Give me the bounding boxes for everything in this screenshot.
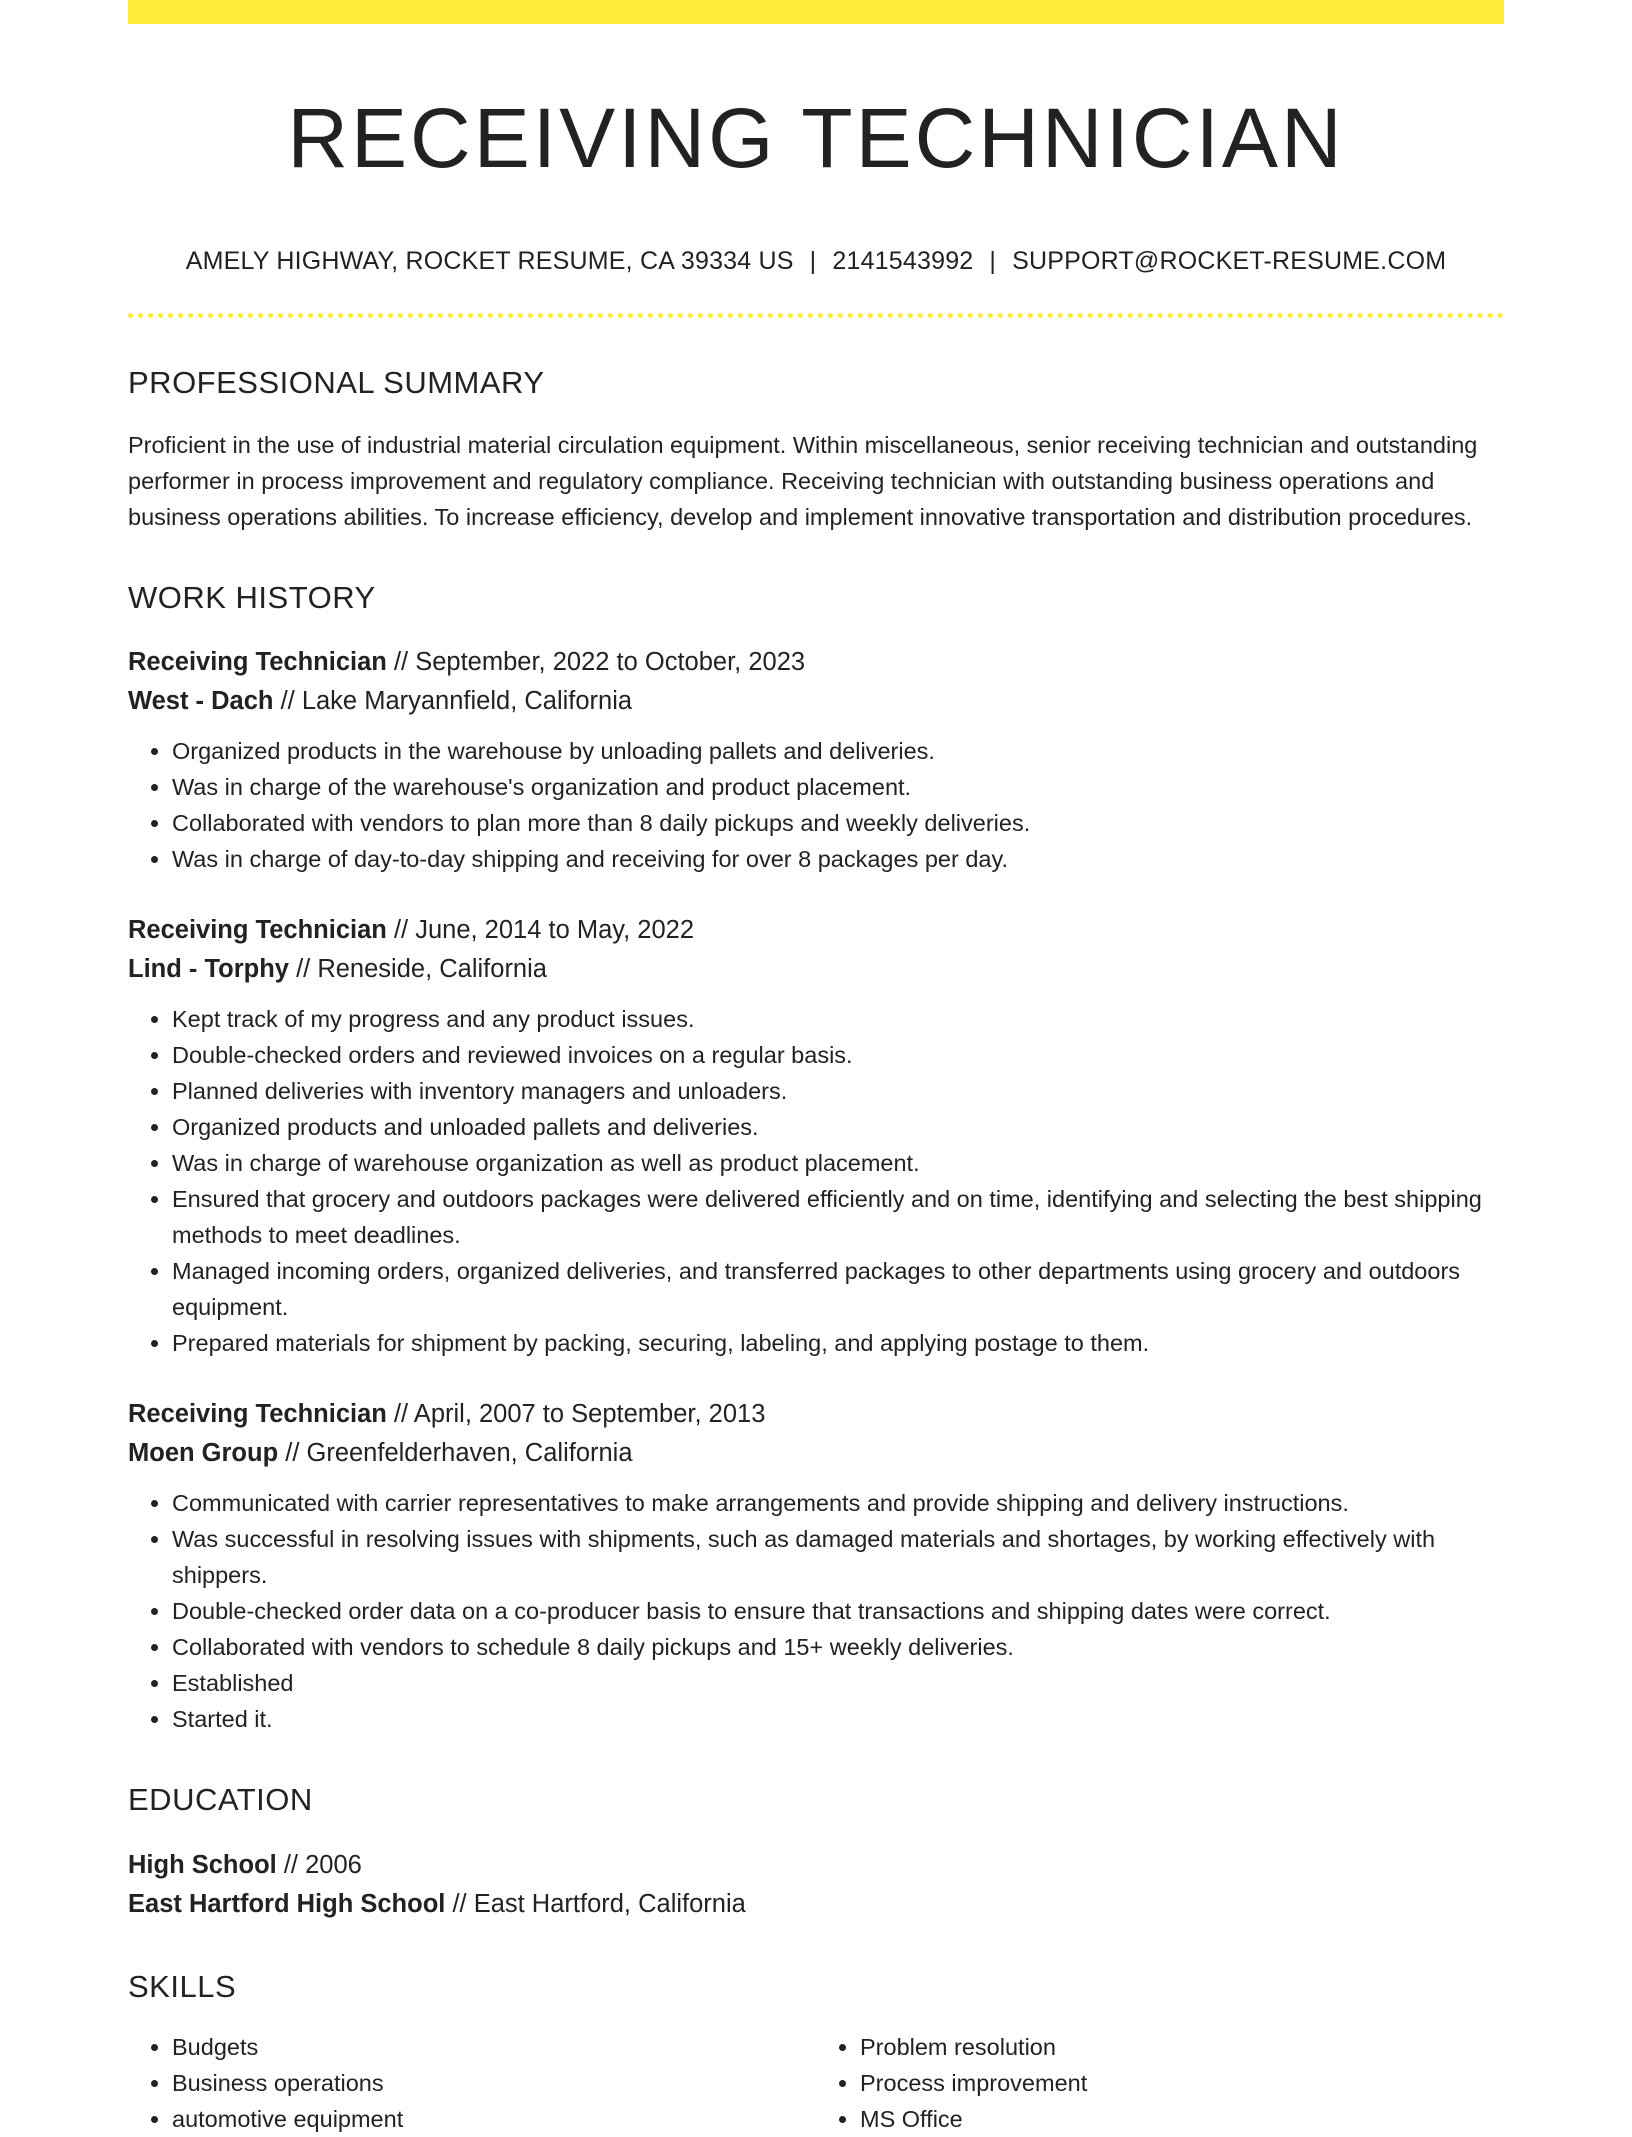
resume-page bbox=[128, 0, 1504, 2137]
job-company-line bbox=[128, 1434, 1504, 1473]
job-role: Receiving Technician bbox=[128, 915, 387, 944]
skills-columns bbox=[128, 2029, 1504, 2137]
job-duties-list bbox=[128, 1485, 1504, 1737]
education-heading: EDUCATION bbox=[128, 1781, 313, 1817]
skills-heading: SKILLS bbox=[128, 1968, 237, 2004]
work-history-heading: WORK HISTORY bbox=[128, 580, 376, 616]
education-degree: High School bbox=[128, 1850, 277, 1879]
list-item: • Was in charge of the warehouse's organization and product placement. bbox=[172, 769, 1504, 805]
job-company-line bbox=[128, 682, 1504, 721]
job-dates: // September, 2022 to October, 2023 bbox=[386, 647, 806, 676]
list-item: • Kept track of my progress and any product issues. bbox=[172, 1001, 1504, 1037]
job-company-line bbox=[128, 950, 1504, 989]
education-school-line bbox=[128, 1885, 1504, 1924]
skills-list-left bbox=[128, 2029, 816, 2137]
job-company: Lind - Torphy bbox=[128, 954, 289, 983]
contact-address: AMELY HIGHWAY, ROCKET RESUME, CA 39334 US bbox=[185, 246, 794, 275]
list-item: • Planned deliveries with inventory managers and unloaders. bbox=[172, 1073, 1504, 1109]
summary-heading: PROFESSIONAL SUMMARY bbox=[128, 365, 545, 401]
contact-separator: | bbox=[989, 246, 997, 275]
job-location: // Reneside, California bbox=[289, 954, 547, 983]
job-role-line bbox=[128, 643, 1504, 682]
job-company: Moen Group bbox=[128, 1438, 279, 1467]
list-item: • Organized products and unloaded pallets and deliveries. bbox=[172, 1109, 1504, 1145]
dotted-divider bbox=[128, 313, 1504, 318]
job-entry bbox=[128, 911, 1504, 1361]
job-role: Receiving Technician bbox=[128, 647, 387, 676]
list-item: • MS Office bbox=[860, 2101, 1504, 2137]
list-item: • Collaborated with vendors to plan more than 8 daily pickups and weekly deliveries. bbox=[172, 805, 1504, 841]
resume-name: RECEIVING TECHNICIAN bbox=[287, 91, 1345, 185]
list-item: • Was in charge of warehouse organization as well as product placement. bbox=[172, 1145, 1504, 1181]
list-item: • Double-checked orders and reviewed invoices on a regular basis. bbox=[172, 1037, 1504, 1073]
education-location: // East Hartford, California bbox=[445, 1889, 746, 1918]
list-item: • Double-checked order data on a co-producer basis to ensure that transactions and shipping dates were correct. bbox=[172, 1593, 1504, 1629]
job-role-line bbox=[128, 911, 1504, 950]
education-degree-line bbox=[128, 1846, 1504, 1885]
job-location: // Lake Maryannfield, California bbox=[273, 686, 633, 715]
job-role-line bbox=[128, 1395, 1504, 1434]
list-item: • Was in charge of day-to-day shipping and receiving for over 8 packages per day. bbox=[172, 841, 1504, 877]
list-item: • Problem resolution bbox=[860, 2029, 1504, 2065]
summary-text: Proficient in the use of industrial material circulation equipment. Within miscellaneous, senior receiving technician and outstanding performer in process improvement and regulatory compliance. Receiving technician with outstanding business operations and business operations abilities. To increase efficiency, develop and implement innovative transportation and distribution procedures. bbox=[128, 432, 1478, 531]
list-item: • automotive equipment bbox=[172, 2101, 816, 2137]
education-entry bbox=[128, 1846, 1504, 1924]
list-item: • Collaborated with vendors to schedule 8 daily pickups and 15+ weekly deliveries. bbox=[172, 1629, 1504, 1665]
list-item: • Communicated with carrier representatives to make arrangements and provide shipping and delivery instructions. bbox=[172, 1485, 1504, 1521]
list-item: • Budgets bbox=[172, 2029, 816, 2065]
education-year: // 2006 bbox=[276, 1850, 362, 1879]
job-entry bbox=[128, 1395, 1504, 1737]
job-dates: // April, 2007 to September, 2013 bbox=[386, 1399, 766, 1428]
job-duties-list bbox=[128, 1001, 1504, 1361]
list-item: • Ensured that grocery and outdoors packages were delivered efficiently and on time, identifying and selecting the best shipping methods to meet deadlines. bbox=[172, 1181, 1504, 1253]
education-school: East Hartford High School bbox=[128, 1889, 446, 1918]
job-location: // Greenfelderhaven, California bbox=[278, 1438, 633, 1467]
list-item: • Process improvement bbox=[860, 2065, 1504, 2101]
list-item: • Started it. bbox=[172, 1701, 1504, 1737]
job-duties-list bbox=[128, 733, 1504, 877]
list-item: • Business operations bbox=[172, 2065, 816, 2101]
contact-line bbox=[128, 245, 1504, 278]
skills-list-right bbox=[816, 2029, 1504, 2137]
list-item: • Managed incoming orders, organized deliveries, and transferred packages to other departments using grocery and outdoors equipment. bbox=[172, 1253, 1504, 1325]
job-dates: // June, 2014 to May, 2022 bbox=[386, 915, 695, 944]
contact-phone: 2141543992 bbox=[832, 246, 974, 275]
list-item: • Established bbox=[172, 1665, 1504, 1701]
job-role: Receiving Technician bbox=[128, 1399, 387, 1428]
job-company: West - Dach bbox=[128, 686, 274, 715]
list-item: • Organized products in the warehouse by unloading pallets and deliveries. bbox=[172, 733, 1504, 769]
contact-email: SUPPORT@ROCKET-RESUME.COM bbox=[1012, 246, 1447, 275]
job-entry bbox=[128, 643, 1504, 877]
contact-separator: | bbox=[809, 246, 817, 275]
accent-top-bar bbox=[128, 0, 1504, 24]
list-item: • Was successful in resolving issues with shipments, such as damaged materials and shortages, by working effectively with shippers. bbox=[172, 1521, 1504, 1593]
list-item: • Prepared materials for shipment by packing, securing, labeling, and applying postage to them. bbox=[172, 1325, 1504, 1361]
